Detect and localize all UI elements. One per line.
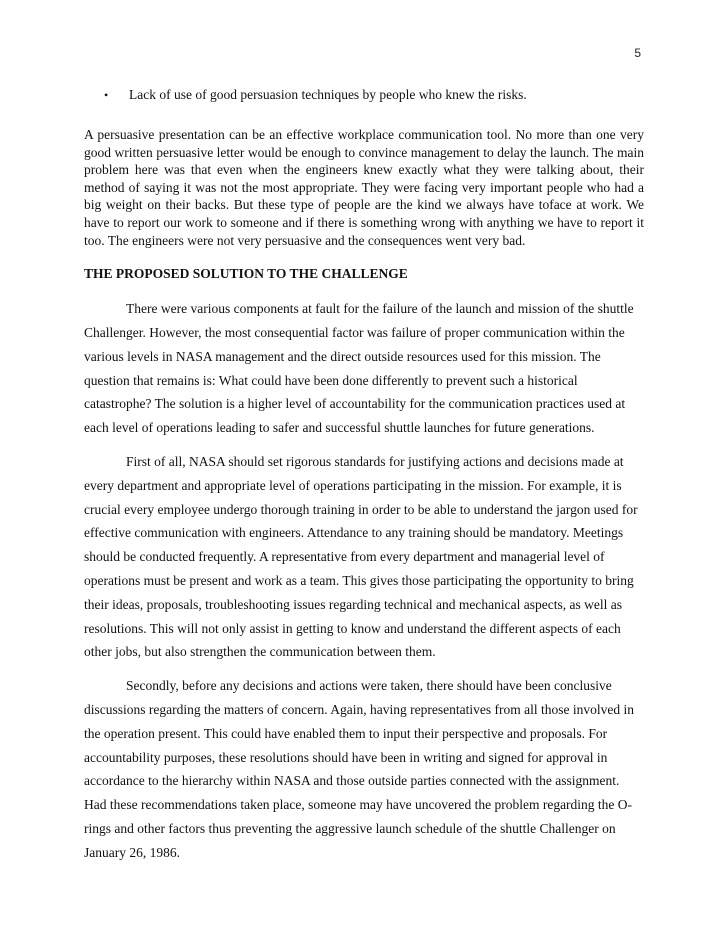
intro-paragraph: A persuasive presentation can be an effective workplace communication tool. No more than one very good written persuasive letter would be enough to convince management to delay the launch. The main problem here was that even when the engineers knew exactly what they were talking about, their method of saying it was not the most appropriate. They were facing very important people who had a big weight on their backs. But these type of people are the kind we always have toface at work. We have to report our work to someone and if there is something wrong with anything we have to report it too. The engineers were not very persuasive and the consequences went very bad. xyxy=(84,127,644,248)
bullet-item xyxy=(84,86,644,104)
body-paragraph: There were various components at fault for the failure of the launch and mission of the shuttle Challenger. However, the most consequential factor was failure of proper communication within the various levels in NASA management and the direct outside resources used for this mission. The question that remains is: What could have been done differently to prevent such a historical catastrophe? The solution is a higher level of accountability for the communication practices used at each level of operations leading to safer and successful shuttle launches for future generations. xyxy=(84,301,634,436)
bullet-dot-icon: • xyxy=(104,88,109,102)
section-heading: THE PROPOSED SOLUTION TO THE CHALLENGE xyxy=(84,266,408,282)
bullet-text: Lack of use of good persuasion techniques by people who knew the risks. xyxy=(129,87,527,102)
body-paragraph: Secondly, before any decisions and actions were taken, there should have been conclusive discussions regarding the matters of concern. Again, having representatives from all those involved in the operation present. This could have enabled them to input their perspective and proposals. For accountability purposes, these resolutions should have been in writing and signed for approval in accordance to the hierarchy within NASA and those outside parties connected with the assignment. Had these recommendations taken place, someone may have uncovered the problem regarding the O-rings and other factors thus preventing the aggressive launch schedule of the shuttle Challenger on January 26, 1986. xyxy=(84,678,634,860)
document-body xyxy=(84,86,644,864)
page-number: 5 xyxy=(634,46,641,60)
body-paragraph: First of all, NASA should set rigorous standards for justifying actions and decisions made at every department and appropriate level of operations participating in the mission. For example, it is crucial every employee undergo thorough training in order to be able to understand the jargon used for effective communication with engineers. Attendance to any training should be mandatory. Meetings should be conducted frequently. A representative from every department and managerial level of operations must be present and work as a team. This gives those participating the opportunity to bring their ideas, proposals, troubleshooting issues regarding technical and mechanical aspects, as well as resolutions. This will not only assist in getting to know and understand the different aspects of each other jobs, but also strengthen the communication between them. xyxy=(84,453,638,660)
bullet-list xyxy=(84,86,644,104)
